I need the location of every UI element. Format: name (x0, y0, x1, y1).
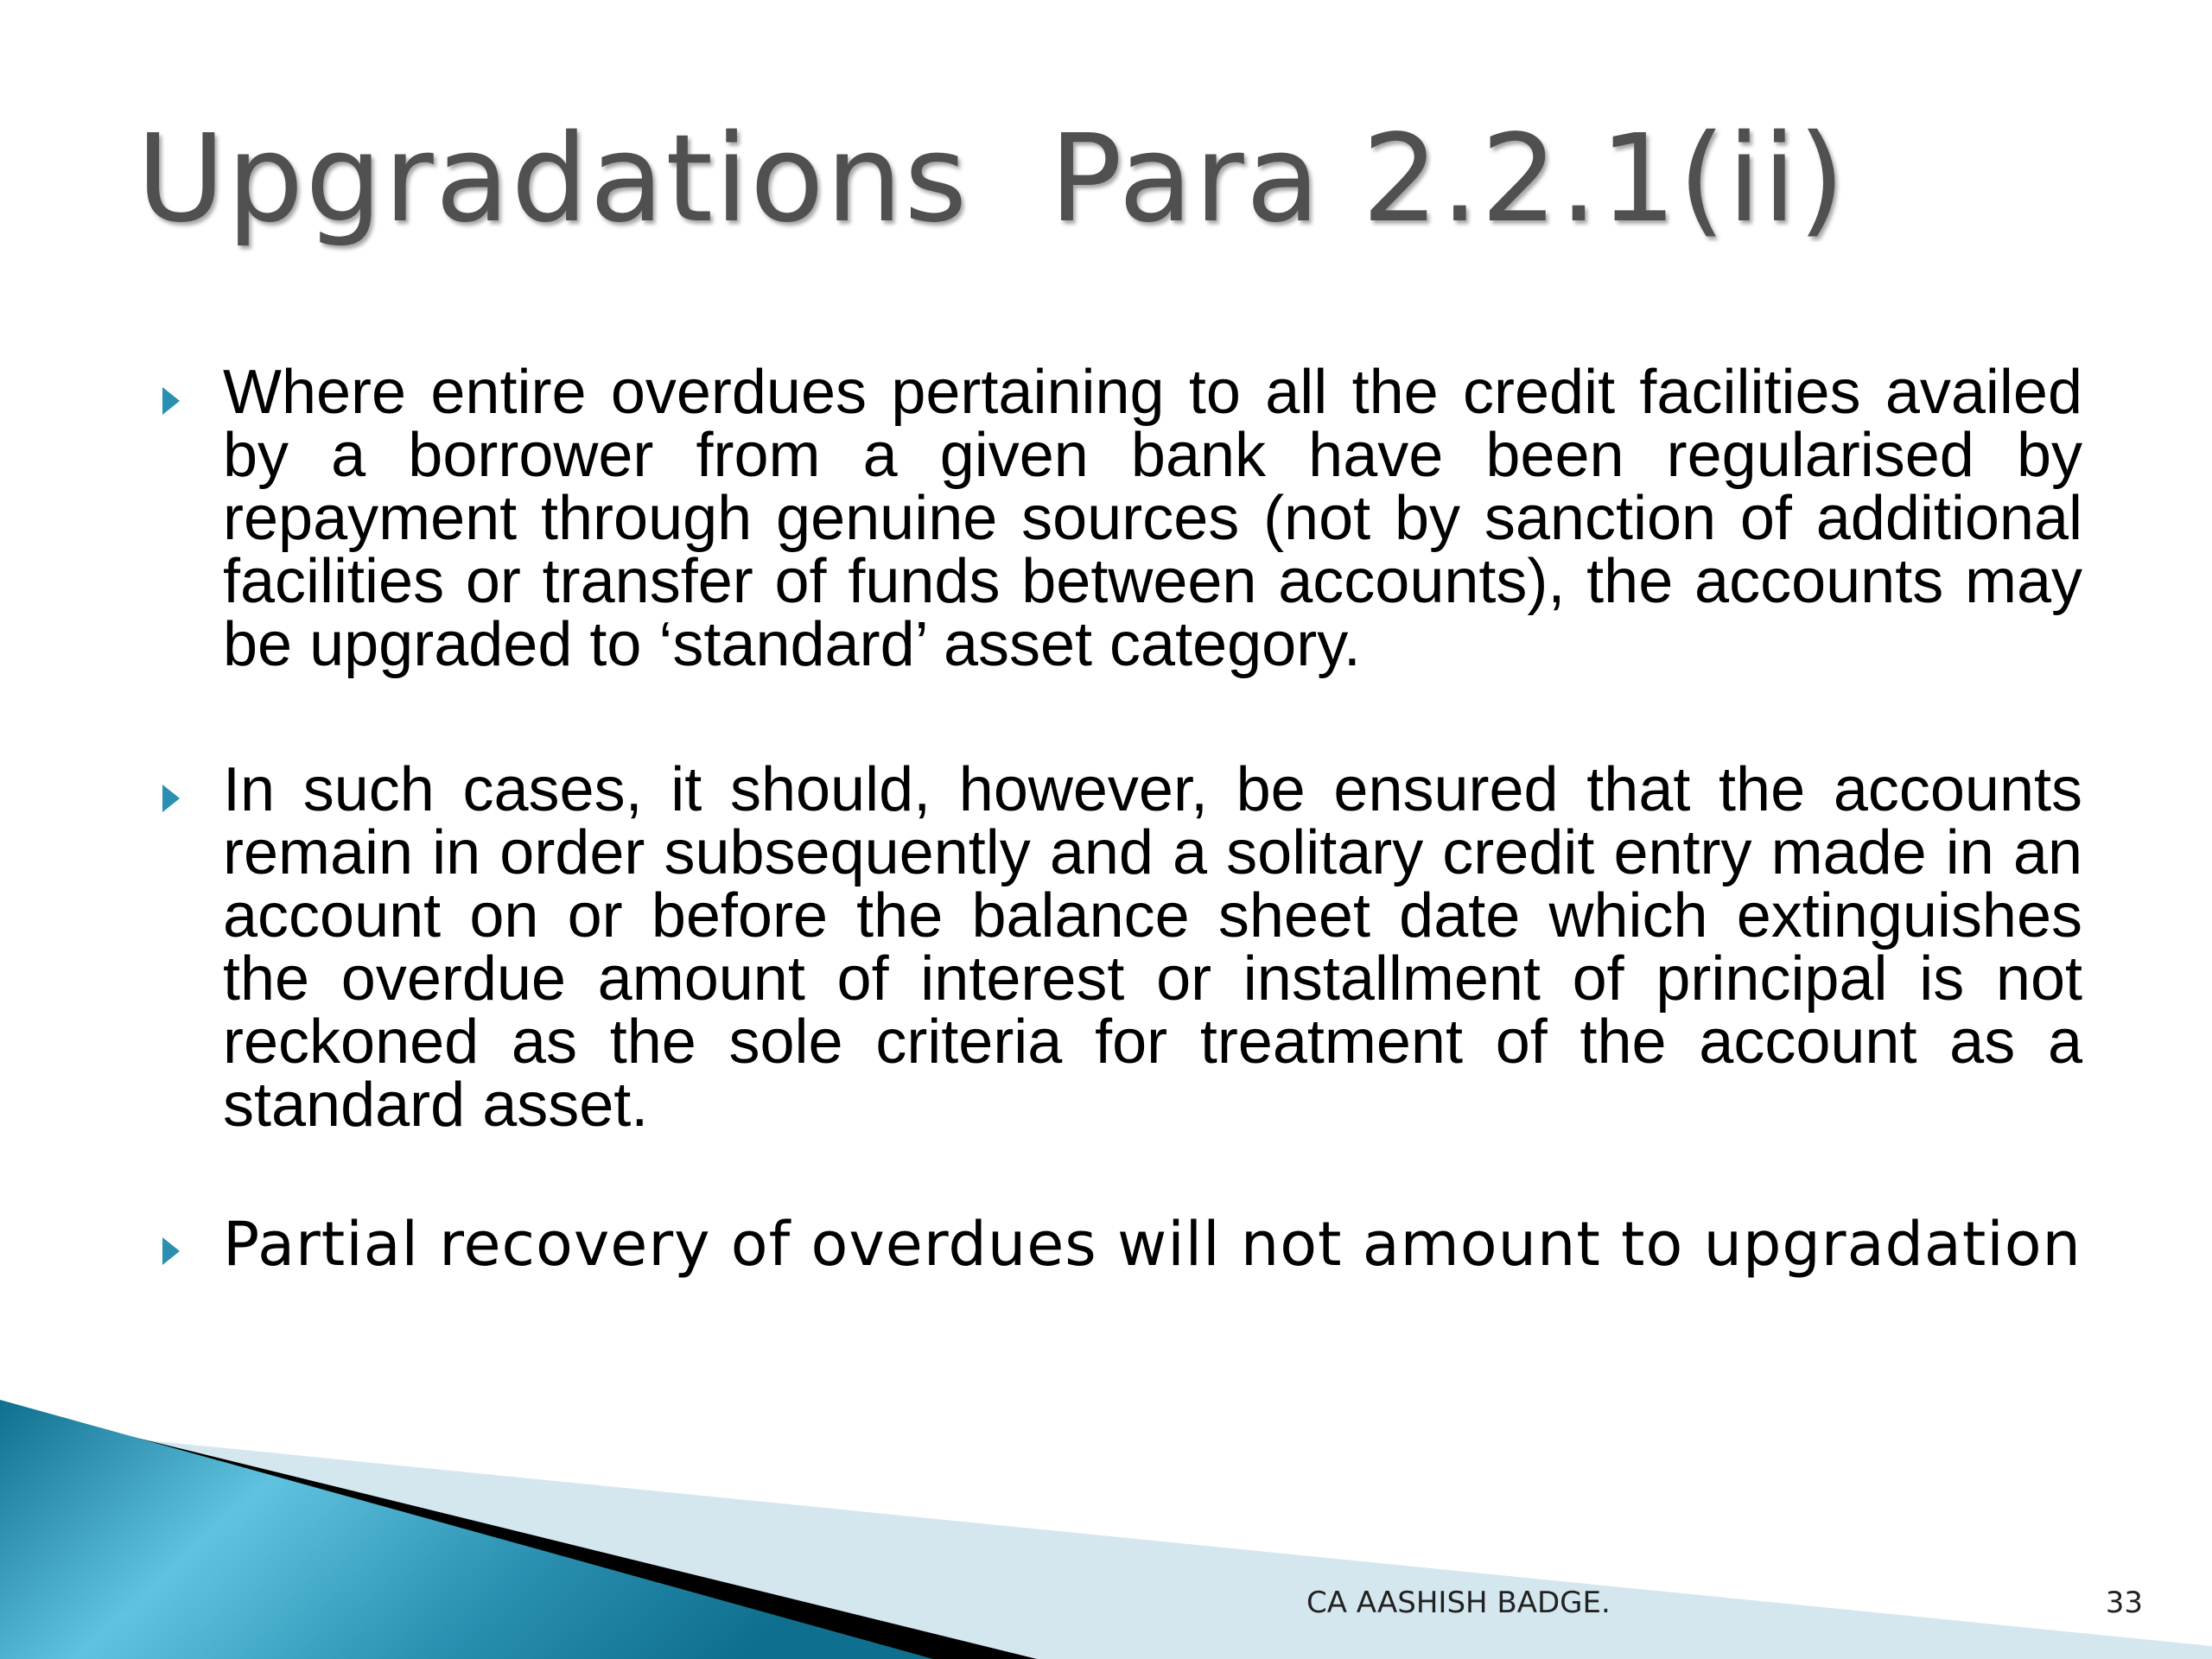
slide-title: Upgradations Para 2.2.1(ii) (137, 109, 1847, 250)
bullet-text-3: Partial recovery of overdues will not amount to upgradation (223, 1209, 2082, 1280)
bullet-text-1: Where entire overdues pertaining to all the credit facilities availed by a borrower from a given bank have been regularised by repayment through genuine sources (not by sanction of additional facilities or transfer of funds between accounts), the accounts may be upgraded to ‘standard’ asset category. (223, 358, 2082, 679)
footer-author: CA AASHISH BADGE. (1306, 1586, 1611, 1620)
page-number: 33 (2105, 1586, 2143, 1620)
bullet-text-2: In such cases, it should, however, be ensured that the accounts remain in order subsequently and a solitary credit entry made in an account on or before the balance sheet date which extinguishes the overdue amount of interest or installment of principal is not reckoned as the sole criteria for treatment of the account as a standard asset. (223, 755, 2082, 1140)
